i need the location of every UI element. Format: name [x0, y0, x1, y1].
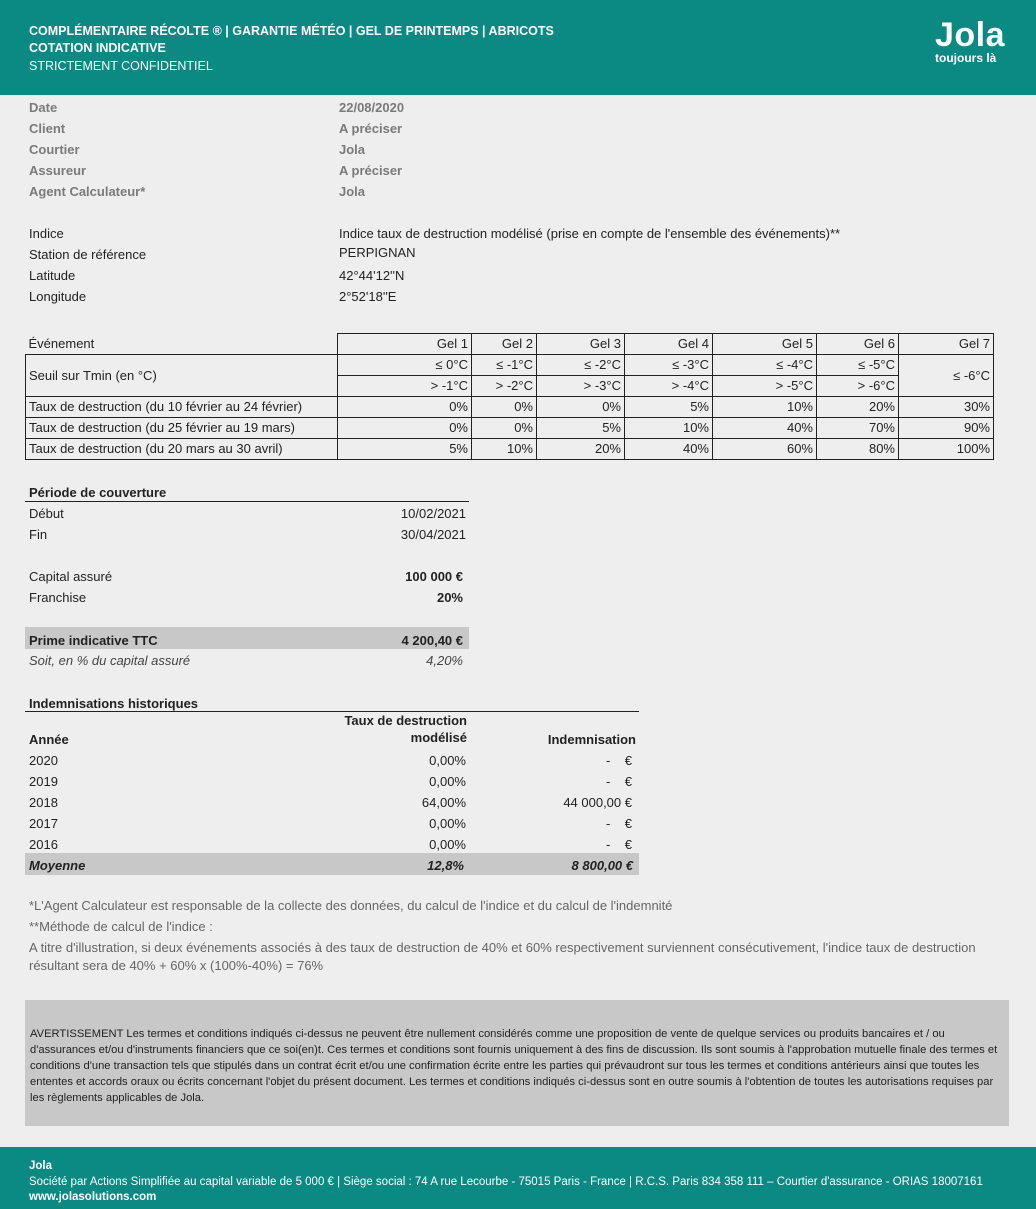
- station-value: PERPIGNAN: [339, 245, 416, 260]
- assureur-label: Assureur: [29, 163, 87, 178]
- history-col-year: Année: [29, 732, 69, 747]
- coverage-title: Période de couverture: [29, 485, 167, 500]
- destruction-cell: 10%: [713, 397, 817, 418]
- destruction-row: [26, 418, 994, 439]
- indice-label: Indice: [29, 226, 64, 241]
- seuil-lower-cell: > -5°C: [713, 376, 817, 397]
- date-value: 22/08/2020: [339, 100, 405, 115]
- gel-header: Gel 1: [338, 334, 472, 355]
- destruction-cell: 60%: [713, 439, 817, 460]
- agent-value: Jola: [339, 184, 366, 199]
- confidentiality-label: STRICTEMENT CONFIDENTIEL: [29, 59, 213, 73]
- destruction-row: [26, 397, 994, 418]
- seuil-upper-cell: ≤ -3°C: [625, 355, 713, 376]
- fin-value: 30/04/2021: [400, 527, 466, 542]
- average-rate: 12,8%: [427, 858, 464, 873]
- history-indem: 44 000,00 €: [563, 795, 632, 810]
- history-year: 2016: [29, 837, 58, 852]
- disclaimer-text: AVERTISSEMENT Les termes et conditions indiqués ci-dessus ne peuvent être nullement considérés comme une proposition de vente de quelque services ou produits bancaires et / ou d'assurances et/ou d'instruments financiers que ce soi(en)t. Ces termes et conditions sont fournis uniquement à des fins de discussion. Ils sont soumis à l'approbation mutuelle finale des termes et conditions d'une transaction tels que stipulés dans un contrat écrit et/ou une confirmation écrite entre les parties qui prévaudront sur tous les termes et conditions antérieurs ainsi que toutes les ententes et accords oraux ou écrits concernant l'objet du présent document. Les termes et conditions indiqués ci-dessus sont en outre soumis à l'obtention de toutes les autorisations requises par les règlements applicables de Jola.: [30, 1028, 998, 1104]
- coverage-divider: [25, 501, 469, 502]
- history-rate: 0,00%: [429, 753, 466, 768]
- latitude-value: 42°44'12''N: [339, 268, 405, 283]
- gel-header: Gel 6: [817, 334, 899, 355]
- agent-label: Agent Calculateur*: [29, 184, 146, 199]
- destruction-cell: 40%: [713, 418, 817, 439]
- seuil-lower-cell: > -4°C: [625, 376, 713, 397]
- history-col-indem: Indemnisation: [547, 732, 636, 747]
- pct-value: 4,20%: [426, 653, 463, 668]
- history-rate: 64,00%: [421, 795, 466, 810]
- prime-value: 4 200,40 €: [401, 633, 463, 648]
- history-indem: - €: [605, 753, 632, 768]
- longitude-label: Longitude: [29, 289, 87, 304]
- destruction-cell: 80%: [817, 439, 899, 460]
- destruction-cell: 20%: [817, 397, 899, 418]
- footnote-example-line1: A titre d'illustration, si deux événements associés à des taux de destruction de 40% et 60% respectivement surviennent consécutivement, l'indice taux de destruction: [29, 940, 976, 955]
- document-title: COMPLÉMENTAIRE RÉCOLTE ® | GARANTIE MÉTÉO | GEL DE PRINTEMPS | ABRICOTS: [29, 24, 554, 38]
- seuil-upper-cell: ≤ 0°C: [338, 355, 472, 376]
- destruction-cell: 0%: [338, 418, 472, 439]
- history-rate: 0,00%: [429, 837, 466, 852]
- history-indem: - €: [605, 816, 632, 831]
- history-rate: 0,00%: [429, 774, 466, 789]
- station-label: Station de référence: [29, 247, 147, 262]
- debut-value: 10/02/2021: [400, 506, 466, 521]
- history-rate: 0,00%: [429, 816, 466, 831]
- logo-text: Jola: [935, 16, 1006, 54]
- seuil-label: Seuil sur Tmin (en °C): [26, 355, 338, 397]
- history-year: 2018: [29, 795, 58, 810]
- seuil-upper-cell: ≤ -6°C: [899, 355, 994, 397]
- destruction-cell: 30%: [899, 397, 994, 418]
- client-label: Client: [29, 121, 66, 136]
- gel-header: Gel 7: [899, 334, 994, 355]
- prime-label: Prime indicative TTC: [29, 633, 158, 648]
- jola-logo: [935, 16, 1015, 64]
- debut-label: Début: [29, 506, 64, 521]
- average-label: Moyenne: [29, 858, 86, 873]
- capital-value: 100 000 €: [405, 569, 463, 584]
- franchise-label: Franchise: [29, 590, 87, 605]
- seuil-upper-cell: ≤ -5°C: [817, 355, 899, 376]
- footer-bar: [0, 1147, 1036, 1209]
- average-indem: 8 800,00 €: [571, 858, 633, 873]
- header-bar: [0, 0, 1036, 95]
- destruction-cell: 0%: [537, 397, 625, 418]
- franchise-value: 20%: [436, 590, 463, 605]
- destruction-row-label: Taux de destruction (du 25 février au 19 mars): [26, 418, 338, 439]
- destruction-cell: 100%: [899, 439, 994, 460]
- events-header-label: Événement: [26, 334, 338, 355]
- destruction-row-label: Taux de destruction (du 10 février au 24 février): [26, 397, 338, 418]
- gel-header: Gel 5: [713, 334, 817, 355]
- history-title: Indemnisations historiques: [29, 696, 199, 711]
- gel-header: Gel 3: [537, 334, 625, 355]
- seuil-upper-cell: ≤ -4°C: [713, 355, 817, 376]
- history-col-rate-line1: Taux de destruction: [344, 713, 467, 728]
- history-year: 2017: [29, 816, 58, 831]
- pct-label: Soit, en % du capital assuré: [29, 653, 191, 668]
- seuil-row-upper: [26, 355, 994, 376]
- destruction-cell: 5%: [537, 418, 625, 439]
- gel-header: Gel 4: [625, 334, 713, 355]
- destruction-cell: 5%: [338, 439, 472, 460]
- footer-company: Jola: [29, 1160, 53, 1172]
- seuil-upper-cell: ≤ -1°C: [472, 355, 537, 376]
- history-indem: - €: [605, 837, 632, 852]
- indice-value: Indice taux de destruction modélisé (prise en compte de l'ensemble des événements)**: [339, 226, 841, 241]
- courtier-value: Jola: [339, 142, 366, 157]
- footer-legal: Société par Actions Simplifiée au capital variable de 5 000 € | Siège social : 74 A rue Lecourbe - 75015 Paris - France | R.C.S. Paris 834 358 111 – Courtier d'assurance - ORIAS 18007161: [29, 1176, 983, 1188]
- disclaimer-box: [25, 1000, 1009, 1126]
- destruction-cell: 0%: [472, 418, 537, 439]
- capital-label: Capital assuré: [29, 569, 113, 584]
- longitude-value: 2°52'18''E: [339, 289, 397, 304]
- destruction-cell: 5%: [625, 397, 713, 418]
- destruction-cell: 0%: [338, 397, 472, 418]
- destruction-cell: 20%: [537, 439, 625, 460]
- gel-header: Gel 2: [472, 334, 537, 355]
- destruction-cell: 70%: [817, 418, 899, 439]
- history-year: 2019: [29, 774, 58, 789]
- history-col-rate-line2: modélisé: [410, 730, 467, 745]
- footnote-method: **Méthode de calcul de l'indice :: [29, 919, 213, 934]
- fin-label: Fin: [29, 527, 48, 542]
- document-subtitle: COTATION INDICATIVE: [29, 41, 166, 55]
- seuil-upper-cell: ≤ -2°C: [537, 355, 625, 376]
- seuil-lower-cell: > -6°C: [817, 376, 899, 397]
- destruction-cell: 10%: [625, 418, 713, 439]
- seuil-lower-cell: > -3°C: [537, 376, 625, 397]
- footnote-example-line2: résultant sera de 40% + 60% x (100%-40%) = 76%: [29, 958, 324, 973]
- date-label: Date: [29, 100, 58, 115]
- destruction-row-label: Taux de destruction (du 20 mars au 30 avril): [26, 439, 338, 460]
- destruction-row: [26, 439, 994, 460]
- seuil-lower-cell: > -2°C: [472, 376, 537, 397]
- assureur-value: A préciser: [339, 163, 403, 178]
- footnote-agent: *L'Agent Calculateur est responsable de la collecte des données, du calcul de l'indice et du calcul de l'indemnité: [29, 898, 673, 913]
- logo-tagline: toujours là: [935, 51, 997, 65]
- history-year: 2020: [29, 753, 58, 768]
- seuil-lower-cell: > -1°C: [338, 376, 472, 397]
- destruction-cell: 90%: [899, 418, 994, 439]
- destruction-cell: 10%: [472, 439, 537, 460]
- events-table: [25, 333, 994, 460]
- destruction-cell: 0%: [472, 397, 537, 418]
- history-indem: - €: [605, 774, 632, 789]
- client-value: A préciser: [339, 121, 403, 136]
- footer-website-link[interactable]: www.jolasolutions.com: [29, 1191, 157, 1203]
- latitude-label: Latitude: [29, 268, 76, 283]
- courtier-label: Courtier: [29, 142, 80, 157]
- destruction-cell: 40%: [625, 439, 713, 460]
- events-header-row: [26, 334, 994, 355]
